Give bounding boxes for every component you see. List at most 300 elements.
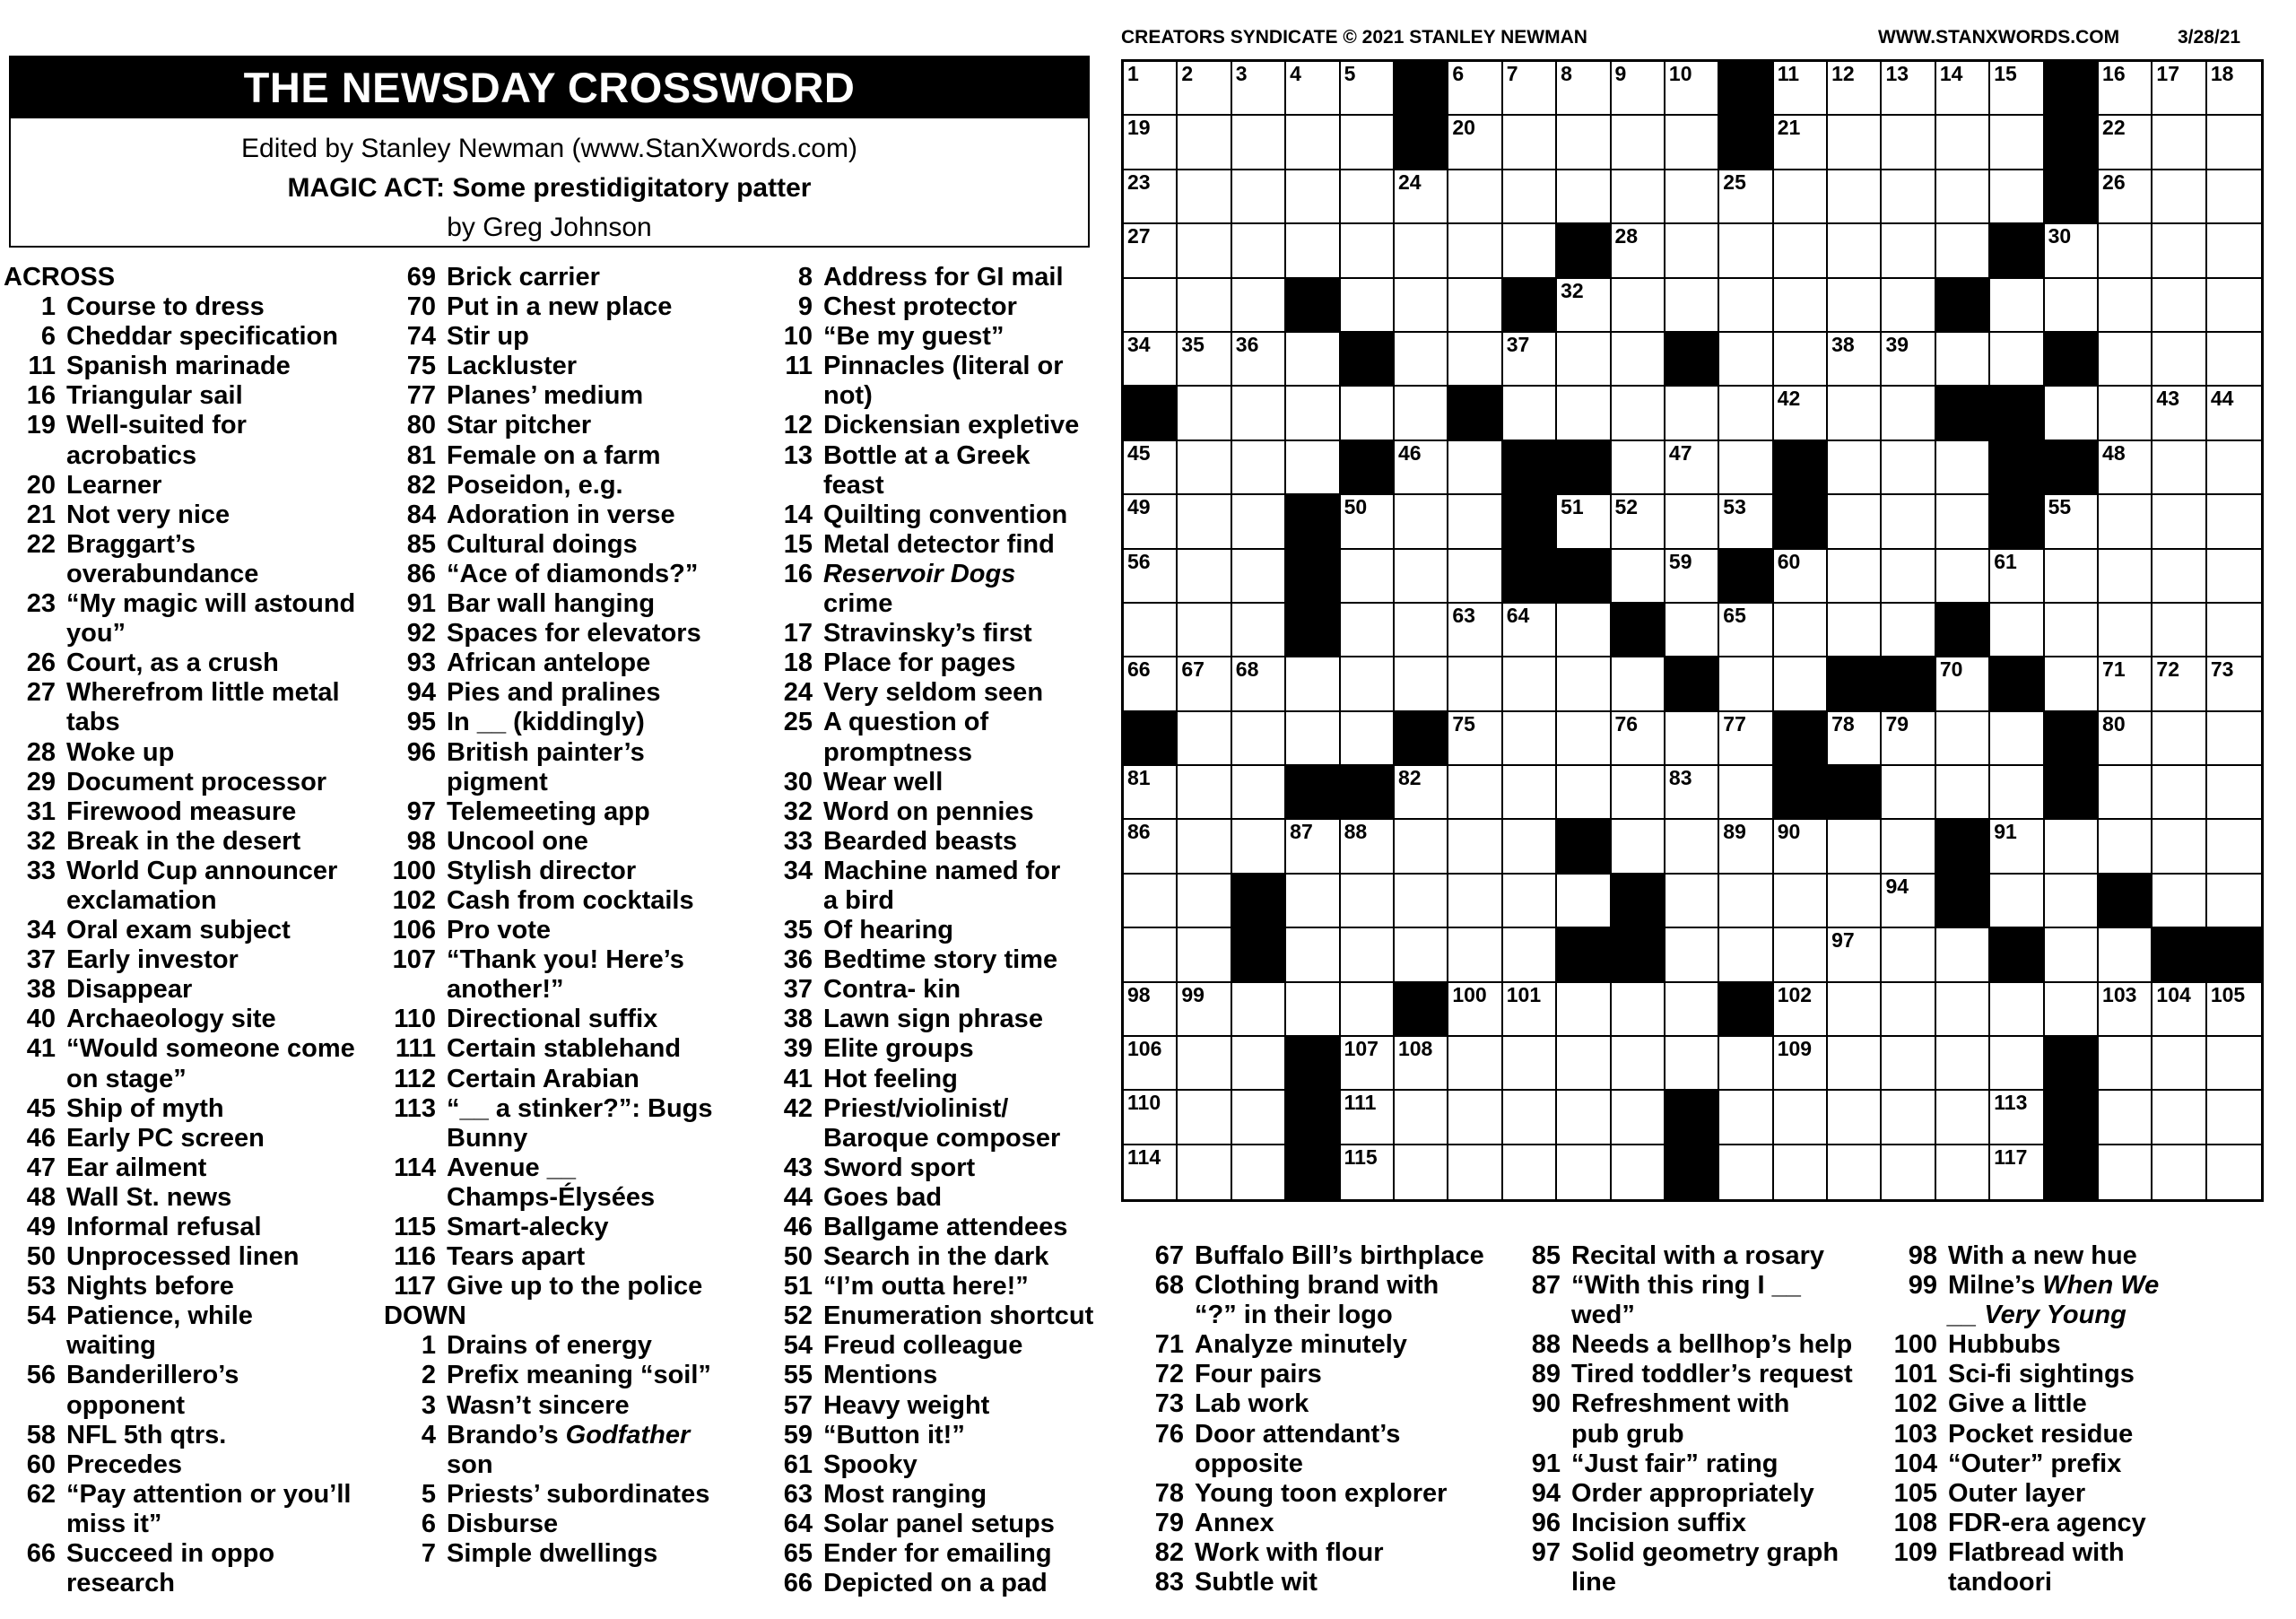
grid-cell[interactable] (1774, 170, 1828, 224)
grid-cell[interactable] (1828, 550, 1882, 604)
grid-cell[interactable] (1936, 766, 1990, 820)
grid-cell[interactable] (1990, 1091, 2044, 1145)
grid-cell[interactable] (1828, 820, 1882, 874)
grid-cell[interactable] (1395, 550, 1448, 604)
grid-cell[interactable] (2152, 441, 2206, 495)
grid-cell[interactable] (1448, 1091, 1502, 1145)
grid-cell[interactable] (1665, 712, 1719, 766)
grid-cell[interactable] (1503, 657, 1557, 711)
grid-cell[interactable] (1936, 116, 1990, 170)
grid-cell[interactable] (1882, 983, 1935, 1037)
grid-cell[interactable] (2152, 820, 2206, 874)
grid-cell[interactable] (1286, 712, 1340, 766)
grid-cell[interactable] (1612, 170, 1665, 224)
grid-cell[interactable] (1665, 279, 1719, 333)
grid-cell[interactable] (1124, 495, 1178, 549)
grid-cell[interactable] (1612, 657, 1665, 711)
grid-cell[interactable] (1124, 657, 1178, 711)
grid-cell[interactable] (1719, 1091, 1773, 1145)
grid-cell[interactable] (1719, 657, 1773, 711)
grid-cell[interactable] (2099, 224, 2152, 278)
grid-cell[interactable] (1665, 766, 1719, 820)
grid-cell[interactable] (1395, 279, 1448, 333)
grid-cell[interactable] (1936, 1145, 1990, 1199)
grid-cell[interactable] (1448, 279, 1502, 333)
grid-cell[interactable] (1341, 820, 1395, 874)
grid-cell[interactable] (1232, 279, 1286, 333)
grid-cell[interactable] (1124, 1091, 1178, 1145)
grid-cell[interactable] (1612, 712, 1665, 766)
grid-cell[interactable] (1503, 820, 1557, 874)
grid-cell[interactable] (1828, 116, 1882, 170)
grid-cell[interactable] (2099, 657, 2152, 711)
grid-cell[interactable] (1719, 387, 1773, 440)
grid-cell[interactable] (1936, 224, 1990, 278)
grid-cell[interactable] (1990, 550, 2044, 604)
grid-cell[interactable] (2152, 712, 2206, 766)
grid-cell[interactable] (2045, 983, 2099, 1037)
grid-cell[interactable] (1124, 441, 1178, 495)
grid-cell[interactable] (1882, 875, 1935, 928)
grid-cell[interactable] (2045, 495, 2099, 549)
grid-cell[interactable] (1232, 224, 1286, 278)
grid-cell[interactable] (1232, 712, 1286, 766)
grid-cell[interactable] (1557, 1037, 1611, 1091)
grid-cell[interactable] (2152, 875, 2206, 928)
grid-cell[interactable] (1719, 333, 1773, 387)
grid-cell[interactable] (1936, 1091, 1990, 1145)
grid-cell[interactable] (1719, 279, 1773, 333)
grid-cell[interactable] (1882, 550, 1935, 604)
grid-cell[interactable] (1395, 441, 1448, 495)
grid-cell[interactable] (1990, 1145, 2044, 1199)
grid-cell[interactable] (1990, 983, 2044, 1037)
grid-cell[interactable] (2099, 116, 2152, 170)
grid-cell[interactable] (1341, 224, 1395, 278)
grid-cell[interactable] (1232, 387, 1286, 440)
grid-cell[interactable] (1665, 550, 1719, 604)
grid-cell[interactable] (1395, 766, 1448, 820)
grid-cell[interactable] (1178, 441, 1231, 495)
grid-cell[interactable] (1612, 333, 1665, 387)
grid-cell[interactable] (1503, 116, 1557, 170)
grid-cell[interactable] (1828, 604, 1882, 657)
grid-cell[interactable] (1178, 116, 1231, 170)
grid-cell[interactable] (1448, 1037, 1502, 1091)
grid-cell[interactable] (2099, 170, 2152, 224)
grid-cell[interactable] (1882, 1091, 1935, 1145)
grid-cell[interactable] (1232, 983, 1286, 1037)
grid-cell[interactable] (2099, 604, 2152, 657)
grid-cell[interactable] (1286, 116, 1340, 170)
grid-cell[interactable] (1178, 62, 1231, 116)
grid-cell[interactable] (1612, 224, 1665, 278)
grid-cell[interactable] (1178, 224, 1231, 278)
grid-cell[interactable] (1665, 62, 1719, 116)
grid-cell[interactable] (2099, 1091, 2152, 1145)
grid-cell[interactable] (1719, 495, 1773, 549)
grid-cell[interactable] (1990, 1037, 2044, 1091)
grid-cell[interactable] (2045, 387, 2099, 440)
grid-cell[interactable] (1936, 712, 1990, 766)
grid-cell[interactable] (1341, 62, 1395, 116)
grid-cell[interactable] (2152, 495, 2206, 549)
grid-cell[interactable] (1665, 1037, 1719, 1091)
grid-cell[interactable] (1341, 657, 1395, 711)
grid-cell[interactable] (1178, 550, 1231, 604)
grid-cell[interactable] (1503, 712, 1557, 766)
grid-cell[interactable] (1882, 1037, 1935, 1091)
grid-cell[interactable] (1719, 1037, 1773, 1091)
grid-cell[interactable] (1990, 116, 2044, 170)
grid-cell[interactable] (1124, 224, 1178, 278)
grid-cell[interactable] (1232, 495, 1286, 549)
grid-cell[interactable] (1936, 928, 1990, 982)
grid-cell[interactable] (1882, 62, 1935, 116)
grid-cell[interactable] (1395, 387, 1448, 440)
grid-cell[interactable] (1882, 495, 1935, 549)
grid-cell[interactable] (2152, 170, 2206, 224)
grid-cell[interactable] (1719, 875, 1773, 928)
grid-cell[interactable] (1774, 116, 1828, 170)
grid-cell[interactable] (1286, 820, 1340, 874)
grid-cell[interactable] (1557, 875, 1611, 928)
grid-cell[interactable] (1232, 170, 1286, 224)
grid-cell[interactable] (1124, 604, 1178, 657)
grid-cell[interactable] (1448, 170, 1502, 224)
grid-cell[interactable] (2152, 604, 2206, 657)
grid-cell[interactable] (1719, 170, 1773, 224)
grid-cell[interactable] (2207, 170, 2261, 224)
grid-cell[interactable] (2099, 279, 2152, 333)
grid-cell[interactable] (2207, 875, 2261, 928)
grid-cell[interactable] (1882, 928, 1935, 982)
grid-cell[interactable] (1286, 875, 1340, 928)
grid-cell[interactable] (1503, 224, 1557, 278)
grid-cell[interactable] (1882, 712, 1935, 766)
grid-cell[interactable] (1774, 1037, 1828, 1091)
grid-cell[interactable] (2152, 116, 2206, 170)
grid-cell[interactable] (1232, 1037, 1286, 1091)
grid-cell[interactable] (1774, 387, 1828, 440)
grid-cell[interactable] (1178, 875, 1231, 928)
grid-cell[interactable] (2099, 387, 2152, 440)
grid-cell[interactable] (2207, 333, 2261, 387)
grid-cell[interactable] (1232, 1091, 1286, 1145)
grid-cell[interactable] (1612, 279, 1665, 333)
grid-cell[interactable] (1178, 1037, 1231, 1091)
grid-cell[interactable] (1448, 224, 1502, 278)
grid-cell[interactable] (2207, 279, 2261, 333)
grid-cell[interactable] (1774, 1091, 1828, 1145)
grid-cell[interactable] (1557, 62, 1611, 116)
grid-cell[interactable] (1882, 441, 1935, 495)
grid-cell[interactable] (1178, 766, 1231, 820)
grid-cell[interactable] (1341, 875, 1395, 928)
grid-cell[interactable] (2207, 1037, 2261, 1091)
grid-cell[interactable] (2152, 766, 2206, 820)
grid-cell[interactable] (1395, 1091, 1448, 1145)
grid-cell[interactable] (1665, 983, 1719, 1037)
grid-cell[interactable] (1124, 820, 1178, 874)
grid-cell[interactable] (1503, 604, 1557, 657)
grid-cell[interactable] (1612, 983, 1665, 1037)
grid-cell[interactable] (1936, 170, 1990, 224)
grid-cell[interactable] (1232, 550, 1286, 604)
grid-cell[interactable] (1178, 604, 1231, 657)
grid-cell[interactable] (1341, 387, 1395, 440)
grid-cell[interactable] (1286, 62, 1340, 116)
grid-cell[interactable] (1124, 170, 1178, 224)
grid-cell[interactable] (1936, 657, 1990, 711)
grid-cell[interactable] (1882, 604, 1935, 657)
grid-cell[interactable] (2099, 1037, 2152, 1091)
grid-cell[interactable] (1665, 387, 1719, 440)
grid-cell[interactable] (1341, 550, 1395, 604)
grid-cell[interactable] (2207, 1145, 2261, 1199)
grid-cell[interactable] (1395, 875, 1448, 928)
grid-cell[interactable] (1178, 928, 1231, 982)
grid-cell[interactable] (2152, 333, 2206, 387)
grid-cell[interactable] (1124, 766, 1178, 820)
grid-cell[interactable] (1286, 441, 1340, 495)
grid-cell[interactable] (1448, 657, 1502, 711)
grid-cell[interactable] (1232, 333, 1286, 387)
grid-cell[interactable] (1395, 333, 1448, 387)
grid-cell[interactable] (1612, 62, 1665, 116)
grid-cell[interactable] (1936, 550, 1990, 604)
grid-cell[interactable] (1503, 875, 1557, 928)
grid-cell[interactable] (1286, 170, 1340, 224)
grid-cell[interactable] (1232, 820, 1286, 874)
grid-cell[interactable] (2099, 550, 2152, 604)
grid-cell[interactable] (1124, 333, 1178, 387)
grid-cell[interactable] (2207, 604, 2261, 657)
grid-cell[interactable] (2152, 1091, 2206, 1145)
website-link[interactable]: WWW.STANXWORDS.COM (1878, 27, 2120, 48)
grid-cell[interactable] (1503, 766, 1557, 820)
grid-cell[interactable] (2207, 62, 2261, 116)
grid-cell[interactable] (1448, 495, 1502, 549)
grid-cell[interactable] (2207, 766, 2261, 820)
grid-cell[interactable] (1612, 820, 1665, 874)
grid-cell[interactable] (1557, 766, 1611, 820)
grid-cell[interactable] (1828, 224, 1882, 278)
grid-cell[interactable] (1719, 224, 1773, 278)
grid-cell[interactable] (1774, 279, 1828, 333)
grid-cell[interactable] (1178, 983, 1231, 1037)
grid-cell[interactable] (1990, 766, 2044, 820)
grid-cell[interactable] (1178, 820, 1231, 874)
grid-cell[interactable] (2045, 550, 2099, 604)
grid-cell[interactable] (1124, 928, 1178, 982)
grid-cell[interactable] (1448, 604, 1502, 657)
grid-cell[interactable] (1448, 62, 1502, 116)
grid-cell[interactable] (1232, 766, 1286, 820)
grid-cell[interactable] (1341, 928, 1395, 982)
grid-cell[interactable] (1665, 928, 1719, 982)
grid-cell[interactable] (2152, 62, 2206, 116)
grid-cell[interactable] (1665, 224, 1719, 278)
grid-cell[interactable] (1503, 1091, 1557, 1145)
grid-cell[interactable] (1774, 875, 1828, 928)
grid-cell[interactable] (1557, 116, 1611, 170)
grid-cell[interactable] (1341, 495, 1395, 549)
grid-cell[interactable] (1124, 279, 1178, 333)
grid-cell[interactable] (1882, 387, 1935, 440)
grid-cell[interactable] (1395, 604, 1448, 657)
grid-cell[interactable] (1448, 116, 1502, 170)
grid-cell[interactable] (1612, 116, 1665, 170)
grid-cell[interactable] (1828, 170, 1882, 224)
grid-cell[interactable] (1557, 1091, 1611, 1145)
grid-cell[interactable] (1557, 712, 1611, 766)
grid-cell[interactable] (1448, 928, 1502, 982)
grid-cell[interactable] (1503, 170, 1557, 224)
grid-cell[interactable] (1286, 224, 1340, 278)
grid-cell[interactable] (1774, 62, 1828, 116)
grid-cell[interactable] (1232, 604, 1286, 657)
grid-cell[interactable] (1665, 875, 1719, 928)
grid-cell[interactable] (1448, 766, 1502, 820)
grid-cell[interactable] (1286, 657, 1340, 711)
grid-cell[interactable] (2099, 62, 2152, 116)
grid-cell[interactable] (1612, 441, 1665, 495)
grid-cell[interactable] (2207, 495, 2261, 549)
grid-cell[interactable] (1341, 116, 1395, 170)
grid-cell[interactable] (1828, 1145, 1882, 1199)
grid-cell[interactable] (2207, 550, 2261, 604)
grid-cell[interactable] (1448, 875, 1502, 928)
grid-cell[interactable] (1341, 279, 1395, 333)
grid-cell[interactable] (2207, 116, 2261, 170)
grid-cell[interactable] (1828, 875, 1882, 928)
grid-cell[interactable] (1665, 441, 1719, 495)
grid-cell[interactable] (1828, 712, 1882, 766)
grid-cell[interactable] (1232, 1145, 1286, 1199)
grid-cell[interactable] (1719, 1145, 1773, 1199)
grid-cell[interactable] (1178, 712, 1231, 766)
grid-cell[interactable] (1990, 604, 2044, 657)
grid-cell[interactable] (2152, 983, 2206, 1037)
grid-cell[interactable] (1936, 441, 1990, 495)
grid-cell[interactable] (2152, 1037, 2206, 1091)
grid-cell[interactable] (1341, 1091, 1395, 1145)
grid-cell[interactable] (1395, 1145, 1448, 1199)
grid-cell[interactable] (1395, 820, 1448, 874)
grid-cell[interactable] (2045, 657, 2099, 711)
grid-cell[interactable] (2207, 441, 2261, 495)
grid-cell[interactable] (1774, 657, 1828, 711)
grid-cell[interactable] (2207, 983, 2261, 1037)
grid-cell[interactable] (1124, 116, 1178, 170)
grid-cell[interactable] (1448, 550, 1502, 604)
grid-cell[interactable] (1503, 983, 1557, 1037)
grid-cell[interactable] (1828, 983, 1882, 1037)
grid-cell[interactable] (1936, 62, 1990, 116)
grid-cell[interactable] (1395, 928, 1448, 982)
grid-cell[interactable] (2099, 766, 2152, 820)
grid-cell[interactable] (1612, 1091, 1665, 1145)
grid-cell[interactable] (1774, 550, 1828, 604)
grid-cell[interactable] (2099, 928, 2152, 982)
grid-cell[interactable] (1503, 333, 1557, 387)
grid-cell[interactable] (1719, 928, 1773, 982)
grid-cell[interactable] (1232, 116, 1286, 170)
grid-cell[interactable] (1665, 116, 1719, 170)
grid-cell[interactable] (1557, 657, 1611, 711)
grid-cell[interactable] (1395, 170, 1448, 224)
grid-cell[interactable] (1124, 875, 1178, 928)
grid-cell[interactable] (2099, 712, 2152, 766)
grid-cell[interactable] (1286, 928, 1340, 982)
grid-cell[interactable] (1774, 604, 1828, 657)
grid-cell[interactable] (1665, 820, 1719, 874)
grid-cell[interactable] (2207, 657, 2261, 711)
grid-cell[interactable] (1719, 766, 1773, 820)
grid-cell[interactable] (1990, 820, 2044, 874)
grid-cell[interactable] (1232, 62, 1286, 116)
grid-cell[interactable] (1124, 62, 1178, 116)
grid-cell[interactable] (1774, 928, 1828, 982)
grid-cell[interactable] (1232, 657, 1286, 711)
grid-cell[interactable] (1124, 1037, 1178, 1091)
grid-cell[interactable] (1828, 1037, 1882, 1091)
grid-cell[interactable] (2207, 224, 2261, 278)
grid-cell[interactable] (2045, 224, 2099, 278)
grid-cell[interactable] (1557, 495, 1611, 549)
grid-cell[interactable] (1828, 279, 1882, 333)
grid-cell[interactable] (2045, 928, 2099, 982)
grid-cell[interactable] (1232, 441, 1286, 495)
grid-cell[interactable] (2152, 550, 2206, 604)
grid-cell[interactable] (2207, 712, 2261, 766)
grid-cell[interactable] (1178, 333, 1231, 387)
grid-cell[interactable] (2152, 1145, 2206, 1199)
grid-cell[interactable] (1448, 712, 1502, 766)
grid-cell[interactable] (1990, 875, 2044, 928)
grid-cell[interactable] (1557, 279, 1611, 333)
grid-cell[interactable] (1665, 604, 1719, 657)
grid-cell[interactable] (1448, 983, 1502, 1037)
grid-cell[interactable] (1828, 62, 1882, 116)
grid-cell[interactable] (1774, 983, 1828, 1037)
grid-cell[interactable] (1774, 1145, 1828, 1199)
grid-cell[interactable] (2099, 333, 2152, 387)
grid-cell[interactable] (1124, 550, 1178, 604)
grid-cell[interactable] (1178, 1145, 1231, 1199)
grid-cell[interactable] (1448, 820, 1502, 874)
grid-cell[interactable] (1828, 333, 1882, 387)
grid-cell[interactable] (1557, 170, 1611, 224)
grid-cell[interactable] (2099, 820, 2152, 874)
grid-cell[interactable] (1341, 1037, 1395, 1091)
grid-cell[interactable] (1124, 1145, 1178, 1199)
grid-cell[interactable] (1990, 62, 2044, 116)
grid-cell[interactable] (1774, 224, 1828, 278)
grid-cell[interactable] (2045, 875, 2099, 928)
grid-cell[interactable] (1503, 1145, 1557, 1199)
grid-cell[interactable] (1882, 766, 1935, 820)
grid-cell[interactable] (1612, 387, 1665, 440)
grid-cell[interactable] (1882, 820, 1935, 874)
grid-cell[interactable] (1665, 170, 1719, 224)
grid-cell[interactable] (1557, 387, 1611, 440)
grid-cell[interactable] (1774, 333, 1828, 387)
grid-cell[interactable] (1719, 820, 1773, 874)
grid-cell[interactable] (1395, 495, 1448, 549)
grid-cell[interactable] (1936, 495, 1990, 549)
